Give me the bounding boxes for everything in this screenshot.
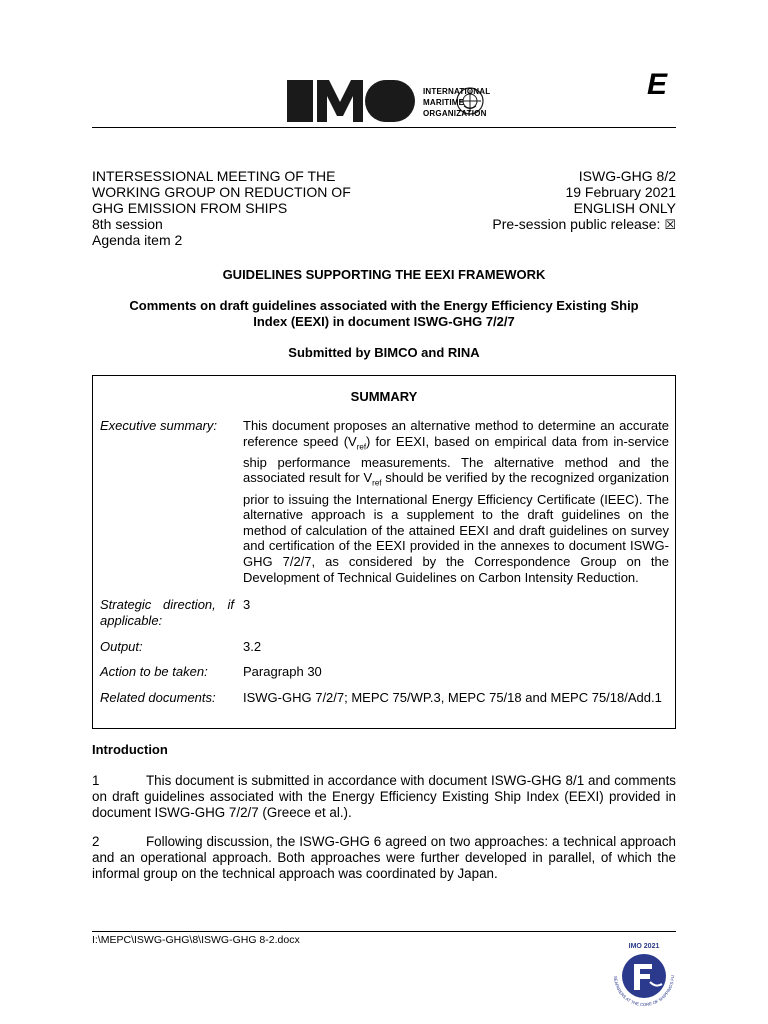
document-info — [492, 168, 676, 234]
paragraph-1 — [92, 773, 676, 821]
document-subtitle — [92, 298, 676, 330]
document-symbol: ISWG-GHG 8/2 — [578, 168, 676, 184]
submitted-by: Submitted by BIMCO and RINA — [288, 345, 480, 360]
logo-letter-o — [365, 80, 415, 122]
imo-logo — [285, 80, 515, 122]
logo-letter-i — [287, 80, 313, 122]
logo-letter-m — [317, 80, 363, 122]
release-label: Pre-session public release: — [492, 216, 661, 232]
organization-name — [423, 86, 490, 119]
paragraph-number: 2 — [92, 834, 100, 849]
file-path: I:\MEPC\ISWG-GHG\8\ISWG-GHG 8-2.docx — [92, 934, 300, 946]
related-documents-value: ISWG-GHG 7/2/7; MEPC 75/WP.3, MEPC 75/18 and MEPC 75/18/Add.1 — [243, 690, 662, 705]
org-name-line-2: MARITIME — [423, 98, 465, 107]
related-documents-label: Related documents: — [100, 690, 216, 705]
strategic-direction-label: Strategic direction, if applicable: — [100, 597, 234, 628]
action-value: Paragraph 30 — [243, 664, 322, 679]
document-date: 19 February 2021 — [565, 184, 676, 200]
summary-box — [92, 375, 676, 729]
subtitle-line-2: Index (EEXI) in document ISWG-GHG 7/2/7 — [253, 314, 515, 329]
output-value: 3.2 — [243, 639, 262, 654]
summary-heading: SUMMARY — [350, 389, 418, 404]
action-label: Action to be taken: — [100, 664, 208, 679]
seal-arc-text: SEAFARERS AT THE CORE OF SHIPPING'S FU — [612, 975, 676, 1008]
paragraph-2 — [92, 834, 676, 882]
header-rule — [92, 127, 676, 128]
meeting-info: INTERSESSIONAL MEETING OF THE WORKING GROUP ON REDUCTION OF GHG EMISSION FROM SHIPS 8th session Agenda item 2 — [92, 168, 351, 248]
executive-summary-label: Executive summary: — [100, 418, 218, 433]
output-label: Output: — [100, 639, 143, 654]
document-title: GUIDELINES SUPPORTING THE EEXI FRAMEWORK — [222, 267, 546, 282]
day-of-seafarer-seal-icon — [604, 936, 684, 1016]
introduction-heading: Introduction — [92, 742, 168, 757]
subtitle-line-1: Comments on draft guidelines associated with the Energy Efficiency Existing Ship — [129, 298, 639, 313]
paragraph-text: This document is submitted in accordance with document ISWG-GHG 8/1 and comments on draft guidelines associated with the Energy Efficiency Existing Ship Index (EEXI) provided in document ISWG-GHG 7/2/7 (Greece et al.). — [92, 773, 676, 820]
org-name-line-3: ORGANIZATION — [423, 109, 487, 118]
release-line — [492, 216, 676, 234]
paragraph-text: Following discussion, the ISWG-GHG 6 agreed on two approaches: a technical approach and an operational approach. Both approaches were further developed in parallel, of which the informal group on the technical approach was coordinated by Japan. — [92, 834, 676, 881]
org-name-line-1: INTERNATIONAL — [423, 87, 491, 96]
executive-summary-text: This document proposes an alternative method to determine an accurate reference speed $(V_{ref})$ for EEXI, based on empirical data from in-service ship performance measurements. The alternative method and the associated result for $V_{ref}$ should be verified by the recognized organization prior to issuing the International Energy Efficiency Certificate (IEEC). The alternative approach is a supplement to the draft guidelines on the method of calculation of the attained EEXI and draft guidelines on survey and certification of the EEXI provided in the annexes to document ISWG-GHG 7/2/7, as considered by the Correspondence Group on the Development of Technical Guidelines on Carbon Intensity Reduction. — [243, 418, 669, 585]
release-checkbox-icon: ☒ — [664, 218, 676, 233]
paragraph-number: 1 — [92, 773, 100, 788]
language-letter: E — [647, 68, 668, 101]
footer-rule — [92, 931, 676, 932]
seal-year-text: IMO 2021 — [628, 943, 660, 950]
document-language: ENGLISH ONLY — [573, 200, 676, 216]
strategic-direction-value: 3 — [243, 597, 251, 612]
